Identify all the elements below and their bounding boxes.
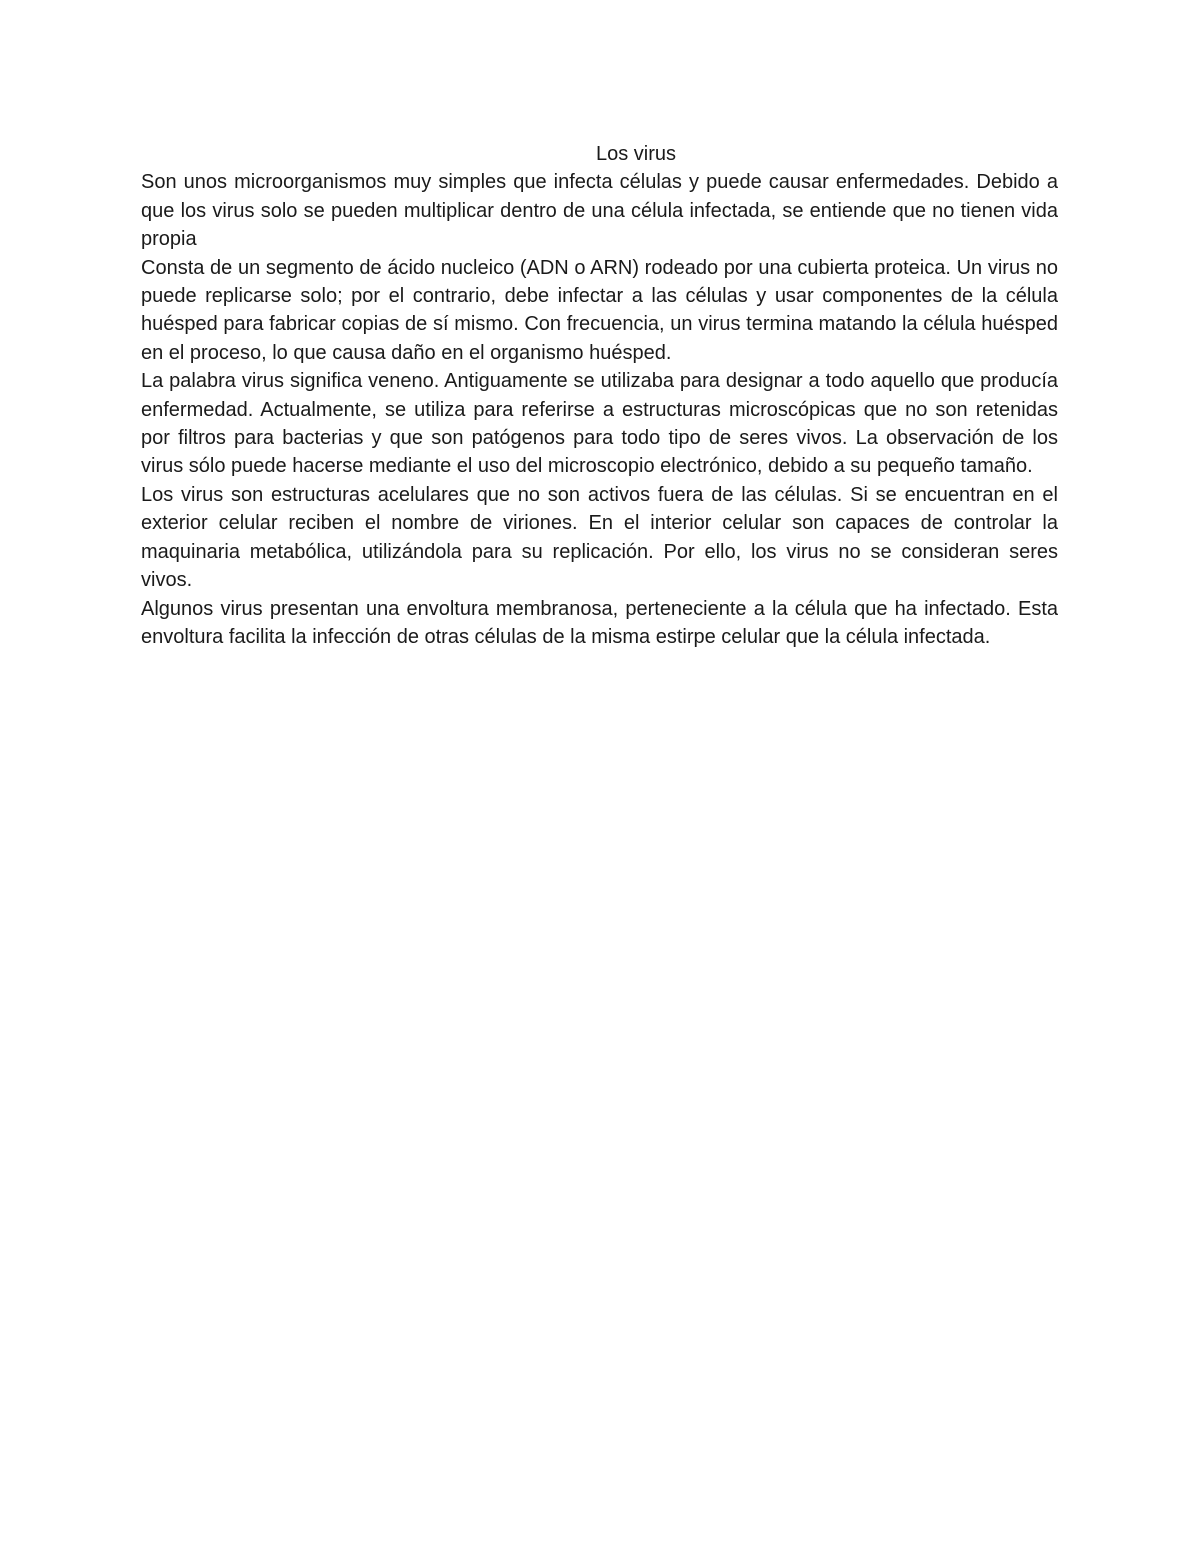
document-body [141,140,1058,651]
paragraph-envelope: Algunos virus presentan una envoltura membranosa, perteneciente a la célula que ha infectado. Esta envoltura facilita la infección de otras células de la misma estirpe celular que la célula infectada. [141,597,1058,648]
paragraph-definition: Son unos microorganismos muy simples que infecta células y puede causar enfermedades. Debido a que los virus solo se pueden multiplicar dentro de una célula infectada, se entiende que no tienen vida propia [141,171,1058,251]
document-title: Los virus [595,143,677,165]
paragraph-acellular: Los virus son estructuras acelulares que no son activos fuera de las células. Si se encuentran en el exterior celular reciben el nombre de viriones. En el interior celular son capaces de controlar la maquinaria metabólica, utilizándola para su replicación. Por ello, los virus no se consideran seres vivos. [141,483,1058,592]
paragraph-etymology: La palabra virus significa veneno. Antiguamente se utilizaba para designar a todo aquello que producía enfermedad. Actualmente, se utiliza para referirse a estructuras microscópicas que no son retenidas por filtros para bacterias y que son patógenos para todo tipo de seres vivos. La observación de los virus sólo puede hacerse mediante el uso del microscopio electrónico, debido a su pequeño tamaño. [141,370,1058,478]
paragraph-structure: Consta de un segmento de ácido nucleico (ADN o ARN) rodeado por una cubierta proteica. Un virus no puede replicarse solo; por el contrario, debe infectar a las células y usar componentes de la célula huésped para fabricar copias de sí mismo. Con frecuencia, un virus termina matando la célula huésped en el proceso, lo que causa daño en el organismo huésped. [141,256,1058,364]
